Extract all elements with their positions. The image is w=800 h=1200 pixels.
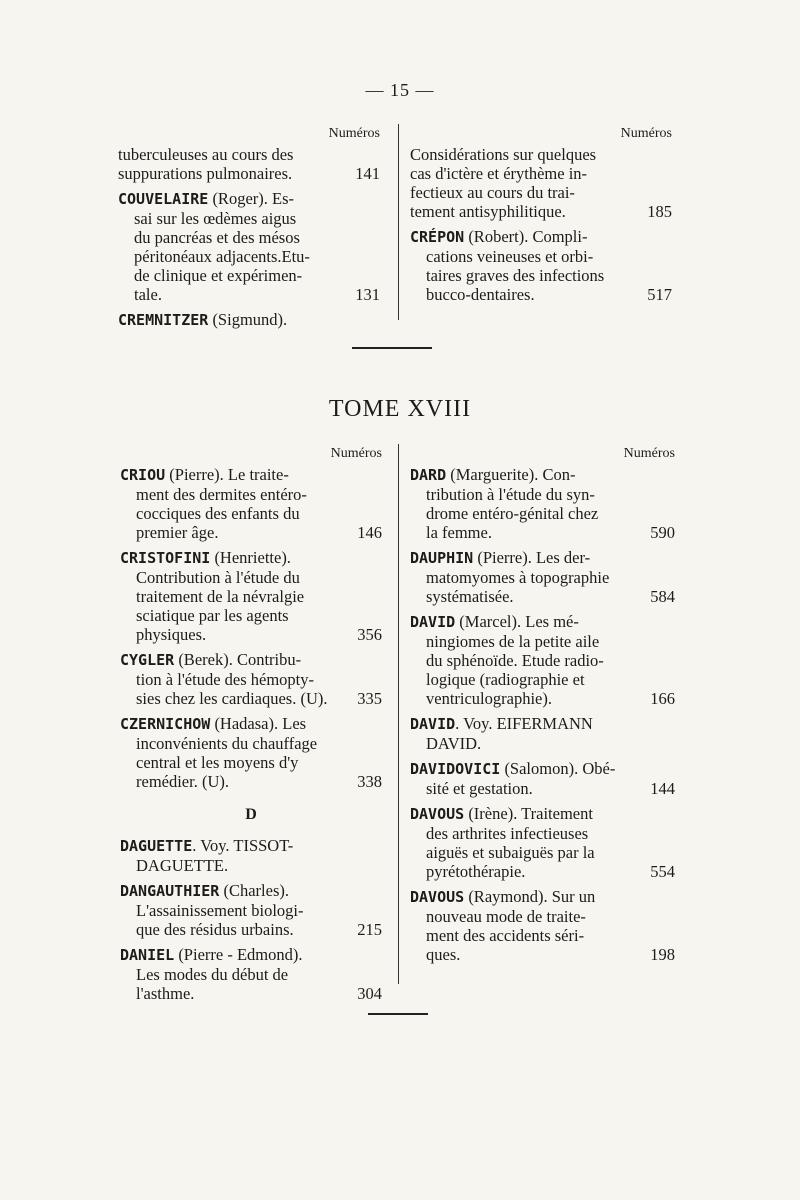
entry-text: (Pierre - Edmond). (174, 945, 303, 964)
entry-line (120, 881, 382, 901)
entry-line: 356 physiques. (136, 625, 382, 644)
entry-number: 584 (650, 587, 675, 606)
entry-line (120, 548, 382, 568)
entry-line: 554 pyrétothérapie. (426, 862, 675, 881)
entry-line: tion à l'étude des hémopty- (136, 670, 315, 689)
entry-name: COUVELAIRE (118, 190, 209, 208)
entry-line (120, 945, 382, 965)
index-entry (118, 310, 380, 330)
entry-line: cations veineuses et orbi- (426, 247, 594, 266)
entry-number: 166 (650, 689, 675, 708)
entry-line: DAVID. (426, 734, 482, 753)
entry-line: matomyomes à topographie (426, 568, 610, 587)
entry-line: Considérations sur quelques (410, 145, 597, 164)
entry-line: 335 sies chez les cardiaques. (U). (136, 689, 382, 708)
index-entry (410, 759, 675, 798)
section-rule (352, 347, 432, 349)
numeros-header: Numéros (623, 446, 675, 461)
index-entry (410, 145, 672, 221)
column-divider (398, 444, 399, 984)
entry-name: DAVOUS (410, 805, 465, 823)
entry-name: CYGLER (120, 651, 175, 669)
entry-line: Les modes du début de (136, 965, 289, 984)
entry-line (118, 189, 380, 209)
entry-text: (Pierre). Les der- (473, 548, 591, 567)
entry-line: ningiomes de la petite aile (426, 632, 600, 651)
entry-number: 517 (647, 285, 672, 304)
entry-text: (Hadasa). Les (210, 714, 307, 733)
entry-line: des arthrites infectieuses (426, 824, 589, 843)
entry-number: 215 (357, 920, 382, 939)
entry-text: (Marguerite). Con- (446, 465, 576, 484)
entry-line (120, 836, 382, 856)
entry-line: du pancréas et des mésos (134, 228, 300, 247)
entry-name: DAVIDOVICI (410, 760, 501, 778)
column-divider (398, 124, 399, 320)
entry-line: cocciques des enfants du (136, 504, 300, 523)
entry-text: (Salomon). Obé- (500, 759, 616, 778)
entry-line: Contribution à l'étude du (136, 568, 300, 587)
bottom-left-column (120, 444, 382, 1009)
entry-line: DAGUETTE. (136, 856, 229, 875)
entry-line (410, 548, 675, 568)
entry-line: 144 sité et gestation. (426, 779, 675, 798)
entry-line: sai sur les œdèmes aigus (134, 209, 297, 228)
entry-line (410, 612, 675, 632)
entry-line: de clinique et expérimen- (134, 266, 303, 285)
entry-text: (Robert). Compli- (464, 227, 588, 246)
entry-text: (Irène). Traitement (464, 804, 593, 823)
entry-line: du sphénoïde. Etude radio- (426, 651, 604, 670)
entry-line (120, 650, 382, 670)
index-entry (410, 887, 675, 964)
bottom-right-column (410, 444, 675, 970)
index-entry (410, 548, 675, 606)
entry-name: DANGAUTHIER (120, 882, 220, 900)
entry-line: péritonéaux adjacents.Etu- (134, 247, 310, 266)
entry-number: 141 (355, 164, 380, 183)
entry-number: 144 (650, 779, 675, 798)
entry-number: 554 (650, 862, 675, 881)
entry-line: 141 suppurations pulmonaires. (118, 164, 380, 183)
entry-name: CZERNICHOW (120, 715, 211, 733)
numeros-header: Numéros (328, 126, 380, 141)
entry-line: L'assainissement biologi- (136, 901, 304, 920)
entry-line: taires graves des infections (426, 266, 605, 285)
top-right-column (410, 124, 672, 310)
end-rule (368, 1013, 428, 1015)
index-entry (120, 945, 382, 1003)
entry-line: 304 l'asthme. (136, 984, 382, 1003)
entry-number: 198 (650, 945, 675, 964)
entry-line (410, 227, 672, 247)
entry-name: CRÉPON (410, 228, 465, 246)
entry-line: 338 remédier. (U). (136, 772, 382, 791)
entry-text: (Raymond). Sur un (464, 887, 596, 906)
entry-line: 590 la femme. (426, 523, 675, 542)
entry-line: traitement de la névralgie (136, 587, 305, 606)
entry-text: (Charles). (219, 881, 289, 900)
numeros-header: Numéros (620, 126, 672, 141)
entry-line: 131 tale. (134, 285, 380, 304)
entry-text: . Voy. EIFERMANN (455, 714, 593, 733)
entry-number: 356 (357, 625, 382, 644)
entry-line: ment des dermites entéro- (136, 485, 307, 504)
entry-text: (Pierre). Le traite- (165, 465, 289, 484)
entry-number: 304 (357, 984, 382, 1003)
entry-text: (Sigmund). (208, 310, 288, 329)
entry-line: 166 ventriculographie). (426, 689, 675, 708)
entry-name: DANIEL (120, 946, 175, 964)
entry-line: 584 systématisée. (426, 587, 675, 606)
entry-line (410, 804, 675, 824)
entry-line: 198 ques. (426, 945, 675, 964)
entry-line (120, 465, 382, 485)
entry-name: DAVID (410, 715, 456, 733)
entry-line: 146 premier âge. (136, 523, 382, 542)
entry-line (410, 714, 675, 734)
entry-line: 517 bucco-dentaires. (426, 285, 672, 304)
entry-line: nouveau mode de traite- (426, 907, 586, 926)
entry-text: (Roger). Es- (208, 189, 294, 208)
entry-number: 590 (650, 523, 675, 542)
entry-number: 338 (357, 772, 382, 791)
entry-line: drome entéro-génital chez (426, 504, 599, 523)
entry-line: sciatique par les agents (136, 606, 289, 625)
page-number: — 15 — (365, 80, 435, 100)
entry-name: DAUPHIN (410, 549, 474, 567)
index-entry (120, 650, 382, 708)
index-entry (120, 548, 382, 644)
entry-number: 131 (355, 285, 380, 304)
entry-line: tribution à l'étude du syn- (426, 485, 595, 504)
entry-number: 185 (647, 202, 672, 221)
entry-name: CRIOU (120, 466, 166, 484)
entry-line: aiguës et subaiguës par la (426, 843, 595, 862)
entry-line: central et les moyens d'y (136, 753, 299, 772)
index-entry (118, 189, 380, 304)
index-entry (120, 465, 382, 542)
entry-name: CREMNITZER (118, 311, 209, 329)
entry-name: DARD (410, 466, 447, 484)
entry-text: (Henriette). (210, 548, 291, 567)
entry-name: DAVOUS (410, 888, 465, 906)
index-entry (410, 612, 675, 708)
entry-line (120, 714, 382, 734)
entry-text: (Berek). Contribu- (174, 650, 302, 669)
entry-name: CRISTOFINI (120, 549, 211, 567)
entry-line: inconvénients du chauffage (136, 734, 318, 753)
index-entry (118, 145, 380, 183)
entry-line: 215 que des résidus urbains. (136, 920, 382, 939)
entry-text: . Voy. TISSOT- (192, 836, 294, 855)
index-entry (410, 227, 672, 304)
section-letter: D (245, 806, 257, 823)
index-entry (120, 836, 382, 875)
tome-title: TOME XVIII (328, 396, 472, 422)
entry-line: tuberculeuses au cours des (118, 145, 294, 164)
numeros-header: Numéros (330, 446, 382, 461)
entry-name: DAVID (410, 613, 456, 631)
index-entry (410, 714, 675, 753)
entry-line: cas d'ictère et érythème in- (410, 164, 588, 183)
entry-line: ment des accidents séri- (426, 926, 585, 945)
entry-number: 146 (357, 523, 382, 542)
entry-number: 335 (357, 689, 382, 708)
entry-line: logique (radiographie et (426, 670, 585, 689)
entry-line: 185 tement antisyphilitique. (410, 202, 672, 221)
entry-line (410, 759, 675, 779)
entry-name: DAGUETTE (120, 837, 193, 855)
index-entry (410, 465, 675, 542)
top-left-column (118, 124, 380, 336)
entry-line: fectieux au cours du trai- (410, 183, 575, 202)
entry-text: (Marcel). Les mé- (455, 612, 579, 631)
index-entry (120, 881, 382, 939)
entry-line (410, 887, 675, 907)
index-entry (120, 714, 382, 791)
entry-line (410, 465, 675, 485)
index-entry (410, 804, 675, 881)
entry-line (118, 310, 380, 330)
